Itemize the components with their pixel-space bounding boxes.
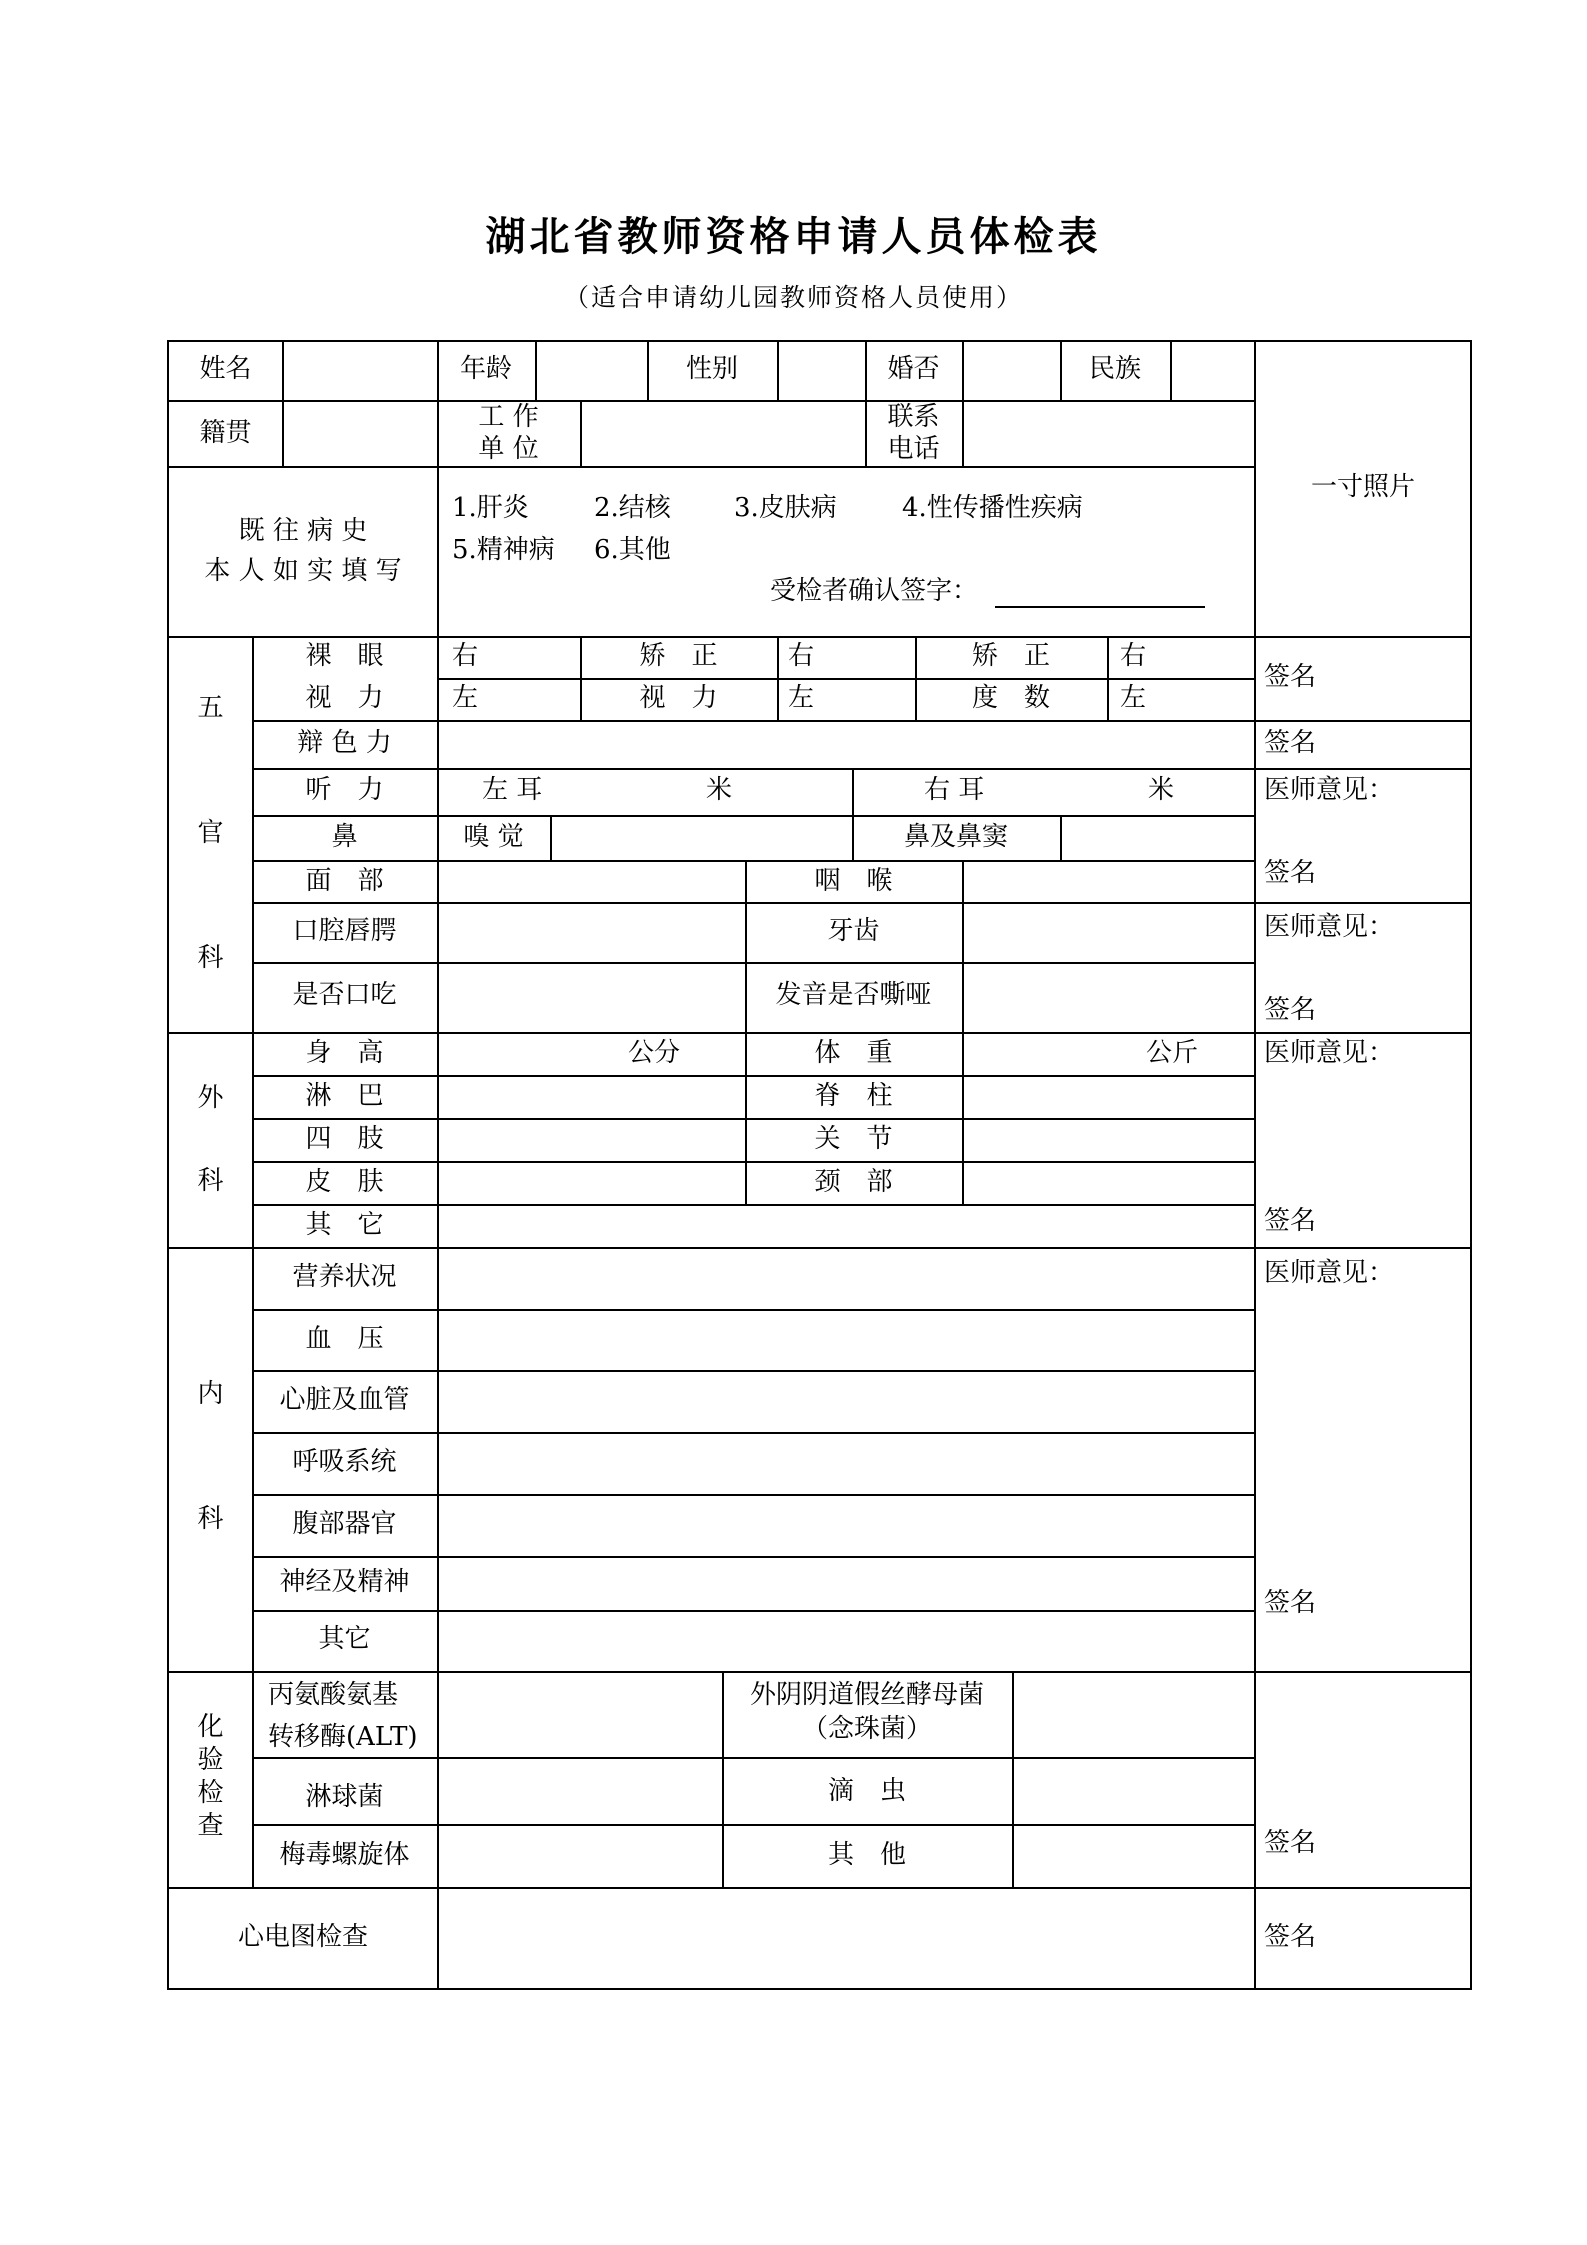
vline [437, 466, 439, 636]
naked-vision-label-1: 裸 眼 [305, 641, 384, 671]
hline [167, 400, 1255, 402]
history-label-2: 本 人 如 实 填 写 [204, 556, 402, 586]
kg-unit: 公斤 [1146, 1038, 1199, 1068]
vline [1107, 636, 1109, 720]
hline [252, 720, 1472, 722]
other-label: 其它 [318, 1624, 371, 1654]
smell-label: 嗅 觉 [463, 822, 524, 852]
face-label: 面 部 [305, 866, 384, 896]
vline [1170, 340, 1172, 400]
stutter-label: 是否口吃 [292, 980, 397, 1010]
hline [167, 466, 1255, 468]
hline [252, 902, 1255, 904]
hline [252, 1494, 1255, 1496]
right-eye-label: 右 [452, 641, 479, 671]
sign-label: 签名 [1264, 858, 1317, 888]
syphilis-label: 梅毒螺旋体 [279, 1840, 410, 1870]
limbs-label: 四 肢 [305, 1124, 384, 1154]
age-label: 年龄 [459, 354, 512, 384]
sinus-label: 鼻及鼻窦 [903, 822, 1008, 852]
left-eye-label: 左 [788, 683, 815, 713]
hline [167, 1887, 1472, 1889]
hline [1254, 902, 1472, 904]
hline [252, 1757, 1255, 1759]
photo-placeholder: 一寸照片 [1310, 472, 1415, 502]
vline [1060, 815, 1062, 860]
hearing-label: 听 力 [305, 775, 384, 805]
form-title: 湖北省教师资格申请人员体检表 [485, 213, 1102, 260]
border-top [167, 340, 1472, 342]
form-subtitle: （适合申请幼儿园教师资格人员使用） [563, 283, 1023, 312]
hline [252, 768, 1255, 770]
doctor-opinion-label: 医师意见： [1264, 1258, 1395, 1288]
other-label: 其 它 [305, 1210, 384, 1240]
left-eye-label: 左 [452, 683, 479, 713]
contact-label-2: 电话 [887, 434, 940, 464]
candida-label-2: （念珠菌） [801, 1714, 932, 1744]
respiratory-label: 呼吸系统 [292, 1447, 397, 1477]
vline [580, 400, 582, 466]
weight-label: 体 重 [814, 1038, 893, 1068]
section-neike-2: 科 [197, 1504, 224, 1534]
gonococcus-label: 淋球菌 [305, 1782, 384, 1812]
hline [252, 860, 1255, 862]
hline [252, 1161, 1255, 1163]
history-item-other: 6.其他 [594, 535, 671, 565]
hline [167, 636, 1472, 638]
hline [1254, 768, 1472, 770]
section-lab-2: 验 [197, 1745, 224, 1775]
left-eye-label: 左 [1120, 683, 1147, 713]
history-item-skin: 3.皮肤病 [734, 493, 837, 523]
hline [252, 1432, 1255, 1434]
teeth-label: 牙齿 [827, 916, 880, 946]
hline [252, 1309, 1255, 1311]
vline [962, 860, 964, 1034]
contact-label-1: 联系 [887, 402, 940, 432]
nutrition-label: 营养状况 [292, 1262, 397, 1292]
history-label-1: 既 往 病 史 [238, 516, 368, 546]
hline [252, 1075, 1255, 1077]
joints-label: 关 节 [814, 1124, 893, 1154]
neck-label: 颈 部 [814, 1167, 893, 1197]
skin-label: 皮 肤 [305, 1167, 384, 1197]
sign-label: 签名 [1264, 1922, 1317, 1952]
history-item-mental: 5.精神病 [452, 535, 555, 565]
cardio-label: 心脏及血管 [279, 1385, 410, 1415]
hline [252, 1556, 1255, 1558]
right-column-divider [1254, 340, 1256, 1990]
history-confirm-label: 受检者确认签字： [770, 576, 979, 606]
spine-label: 脊 柱 [814, 1081, 893, 1111]
hline [167, 1032, 1472, 1034]
section-lab-1: 化 [197, 1712, 224, 1742]
meter-unit: 米 [706, 775, 733, 805]
doctor-opinion-label: 医师意见： [1264, 912, 1395, 942]
vline [962, 340, 964, 466]
history-item-std: 4.性传播性疾病 [902, 493, 1083, 523]
hline [437, 678, 1255, 680]
right-eye-label: 右 [1120, 641, 1147, 671]
sign-label: 签名 [1264, 728, 1317, 758]
border-bottom [167, 1988, 1472, 1990]
hline [167, 1247, 1472, 1249]
native-label: 籍贯 [199, 418, 252, 448]
lab-other-label: 其 他 [827, 1840, 906, 1870]
sign-label: 签名 [1264, 1828, 1317, 1858]
blood-pressure-label: 血 压 [305, 1324, 384, 1354]
trichomonas-label: 滴 虫 [827, 1776, 906, 1806]
vline [550, 815, 552, 860]
vline [852, 768, 854, 815]
vline [437, 1887, 439, 1990]
vline [437, 1032, 439, 1249]
hline [252, 1118, 1255, 1120]
history-item-hepatitis: 1.肝炎 [452, 493, 529, 523]
hline [252, 815, 1255, 817]
right-ear-label: 右 耳 [924, 775, 985, 805]
color-vision-label: 辩 色 力 [297, 728, 392, 758]
hline [252, 1610, 1255, 1612]
vline [282, 340, 284, 466]
corrected-vision-label-1: 矫 正 [639, 641, 718, 671]
hline [252, 1370, 1255, 1372]
doctor-opinion-label: 医师意见： [1264, 775, 1395, 805]
left-ear-label: 左 耳 [482, 775, 543, 805]
lymph-label: 淋 巴 [305, 1081, 384, 1111]
section-wuguan-1: 五 [197, 693, 224, 723]
sign-label: 签名 [1264, 995, 1317, 1025]
vline [777, 340, 779, 400]
alt-label-2: 转移酶(ALT) [268, 1722, 418, 1752]
work-unit-label-1: 工 作 [478, 402, 539, 432]
sign-label: 签名 [1264, 662, 1317, 692]
height-label: 身 高 [305, 1038, 384, 1068]
border-right [1470, 340, 1472, 1990]
vline [437, 1671, 439, 1889]
signature-line[interactable] [995, 606, 1205, 608]
section-waike-1: 外 [197, 1083, 224, 1113]
abdomen-label: 腹部器官 [292, 1509, 397, 1539]
alt-label-1: 丙氨酸氨基 [268, 1680, 399, 1710]
candida-label-1: 外阴阴道假丝酵母菌 [749, 1680, 984, 1710]
marital-label: 婚否 [887, 354, 940, 384]
vline [777, 636, 779, 720]
meter-unit: 米 [1148, 775, 1175, 805]
mouth-label: 口腔唇腭 [292, 916, 397, 946]
ethnicity-label: 民族 [1088, 354, 1141, 384]
hoarse-label: 发音是否嘶哑 [775, 980, 932, 1010]
sign-label: 签名 [1264, 1588, 1317, 1618]
naked-vision-label-2: 视 力 [305, 683, 384, 713]
gender-label: 性别 [685, 354, 738, 384]
corrected-vision-label-2: 视 力 [639, 683, 718, 713]
section-wuguan-2: 官 [197, 818, 224, 848]
section-neike-1: 内 [197, 1379, 224, 1409]
neuro-label: 神经及精神 [279, 1567, 410, 1597]
work-unit-label-2: 单 位 [478, 434, 539, 464]
hline [252, 1824, 1255, 1826]
hline [252, 1204, 1255, 1206]
hline [167, 1671, 1472, 1673]
vline [535, 340, 537, 400]
nose-label: 鼻 [331, 822, 358, 852]
cm-unit: 公分 [628, 1038, 681, 1068]
right-eye-label: 右 [788, 641, 815, 671]
ecg-label: 心电图检查 [237, 1922, 368, 1952]
vline [1012, 1671, 1014, 1889]
sign-label: 签名 [1264, 1206, 1317, 1236]
hline [252, 962, 1255, 964]
section-lab-4: 查 [197, 1811, 224, 1841]
throat-label: 咽 喉 [814, 866, 893, 896]
correction-degree-label-1: 矫 正 [971, 641, 1050, 671]
doctor-opinion-label: 医师意见： [1264, 1038, 1395, 1068]
section-wuguan-3: 科 [197, 943, 224, 973]
history-item-tb: 2.结核 [594, 493, 671, 523]
section-lab-3: 检 [197, 1778, 224, 1808]
correction-degree-label-2: 度 数 [971, 683, 1050, 713]
name-label: 姓名 [199, 354, 252, 384]
section-waike-2: 科 [197, 1166, 224, 1196]
